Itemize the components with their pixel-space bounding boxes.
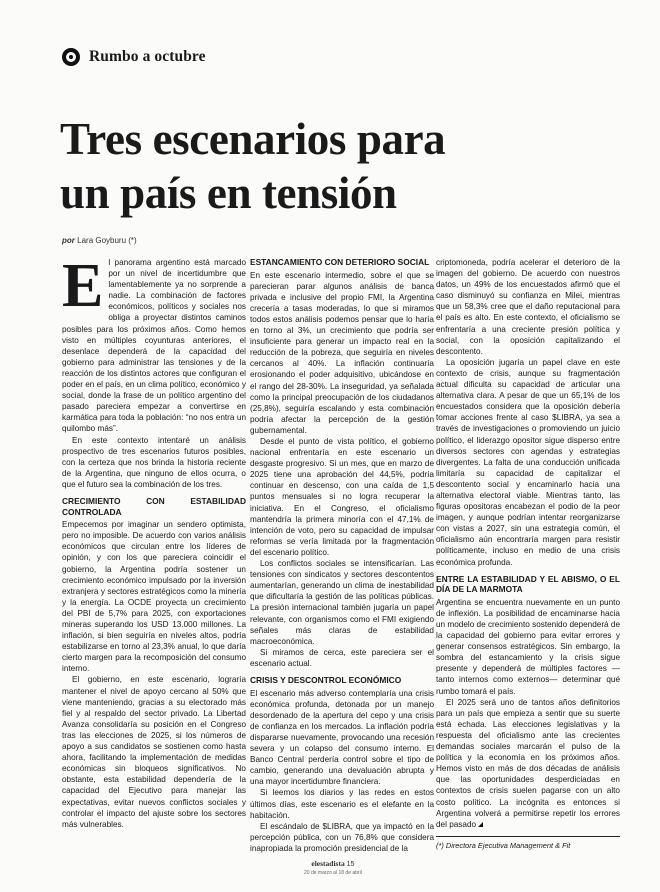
paragraph: criptomoneda, podría acelerar el deterioro de la imagen del gobierno. De acuerdo con nuestros datos, un 49% de los encuestados afirmó que el caso disminuyó su confianza en Milei, mientras que un 58,3% cree que el daño reputacional para el país es alto. En este contexto, el oficialismo se enfrentaría a una creciente presión política y social, con la oposición capitalizando el descontento. — [436, 258, 620, 356]
author-footnote: (*) Directora Ejecutiva Management & Fit — [436, 840, 571, 850]
headline-line-2: un país en tensión — [60, 168, 397, 218]
article-column-2 — [250, 257, 434, 854]
end-mark-icon — [478, 822, 483, 827]
paragraph: En este contexto intentaré un análisis prospectivo de tres escenarios futuros posibles, con la certeza que nos brinda la historia reciente de la Argentina, que ninguno de ellos ocurra, o que el futuro sea la combinación de los tres. — [62, 435, 246, 489]
byline-prefix: por — [62, 236, 75, 245]
byline — [62, 236, 137, 245]
issue-date: 20 de marzo al 18 de abril — [304, 870, 362, 876]
page-footer — [304, 860, 362, 877]
subheading: ESTANCAMIENTO CON DETERIORO SOCIAL — [250, 257, 430, 267]
article-column-3 — [436, 257, 620, 851]
lead-text: l panorama argentino está marcado por un nivel de incertidumbre que lamentablemente ya no sorprende a nadie. La combinación de factores económicos, políticos y sociales nos obliga a proyectar distintos caminos posibles para los próximos años. Como hemos visto en múltiples coyunturas anteriores, el desenlace dependerá de la capacidad del gobierno para administrar las tensiones y de la reacción de los distintos actores que configuran el poder en el país, en un clima político, económico y social, donde la frase de un político argentino del pasado pareciera empezar a convertirse en karmática para toda la población: “no nos entra un quilombo más”. — [62, 258, 246, 434]
paragraph: El gobierno, en este escenario, lograría mantener el nivel de apoyo cercano al 50% que viene manteniendo, gracias a su electorado más fiel y al respaldo del sector privado. La Libertad Avanza consolidaría su posición en el Congreso tras las elecciones de 2025, si los números de apoyo a sus candidatos se sostienen como hasta ahora, facilitando la implementación de medidas económicas sin bloqueos significativos. No obstante, esta estabilidad dependería de la capacidad del Ejecutivo para manejar las expectativas, evitar nuevos conflictos sociales y controlar el impacto del ajuste sobre los sectores más vulnerables. — [62, 675, 246, 829]
paragraph: La oposición jugaría un papel clave en este contexto de crisis, aunque su fragmentación actual dificulta su capacidad de articular una alternativa clara. A pesar de que un 65,1% de los encuestados considera que la oposición debería tomar acciones frente al caso $LIBRA, ya sea a través de investigaciones o promoviendo un juicio político, el liderazgo opositor sigue disperso entre diversos sectores con agendas y estrategias divergentes. La falta de una conducción unificada limitaría su capacidad de capitalizar el descontento social y encaminarlo hacia una alternativa electoral viable. Mientras tanto, las figuras opositoras encabezan el podio de la peor imagen, y aunque podrían intentar reorganizarse con vistas a 2027, sin una estrategia común, el oficialismo aún encontraría margen para resistir políticamente, incluso en medio de una crisis económica profunda. — [436, 357, 620, 567]
paragraph: El escándalo de $LIBRA, que ya impactó en la percepción pública, con un 76,8% que considera inapropiada la promoción presidencial de la — [250, 821, 434, 853]
byline-author: Lara Goyburu (*) — [77, 236, 137, 245]
paragraph: Si leemos los diarios y las redes en estos últimos días, este escenario es el elefante en la habitación. — [250, 788, 434, 820]
target-icon — [62, 48, 80, 66]
subheading: CRECIMIENTO CON ESTABILIDAD CONTROLADA — [62, 495, 246, 517]
closing-text: El 2025 será uno de tantos años definitorios para un país que empieza a sentir que su suerte está echada. Las elecciones legislativas y la respuesta del oficialismo ante las crecientes demandas sociales marcarán el pulso de la política y la economía en los próximos años. Hemos visto en más de dos décadas de análisis que las oportunidades desperdiciadas en contextos de crisis suelen pagarse con un alto costo político. La incógnita es entonces si Argentina volverá a permitirse repetir los errores del pasado — [436, 697, 620, 829]
paragraph — [436, 697, 620, 830]
brand-name: elestadista — [311, 859, 345, 868]
article-column-1 — [62, 252, 246, 830]
paragraph — [62, 252, 246, 435]
headline-line-1: Tres escenarios para — [60, 114, 446, 164]
section-label: Rumbo a octubre — [89, 48, 206, 65]
divider — [436, 836, 620, 837]
subheading: CRISIS Y DESCONTROL ECONÓMICO — [250, 674, 402, 685]
subheading: ENTRE LA ESTABILIDAD Y EL ABISMO, O EL DÍA DE LA MARMOTA — [436, 573, 620, 595]
paragraph: En este escenario intermedio, sobre el que se parecieran parar algunos análisis de banca privada e inclusive del propio FMI, la Argentina crecería a tasas moderadas, lo que si miramos todos estos análisis podemos pensar que lo haría en torno al 3%, un crecimiento que podría ser insuficiente para generar un impacto real en la reducción de la pobreza, que seguiría en niveles cercanos al 40%. La inflación continuaría erosionando el poder adquisitivo, ubicándose en el rango del 28-30%. La inseguridad, ya señalada como la principal preocupación de los ciudadanos (25,8%), seguiría escalando y esta combinación podría afectar la percepción de la gestión gubernamental. — [250, 270, 434, 435]
section-header — [62, 48, 206, 66]
page-number: 15 — [346, 861, 355, 868]
headline — [60, 112, 620, 220]
drop-cap: E — [62, 252, 104, 320]
paragraph: Los conflictos sociales se intensificarían. Las tensiones con sindicatos y sectores descontentos aumentarían, generando un clima de inestabilidad que dificultaría la gestión de las políticas públicas. La presión internacional también jugaría un papel relevante, con organismos como el FMI exigiendo señales más claras de estabilidad macroeconómica. — [250, 559, 434, 646]
paragraph: Argentina se encuentra nuevamente en un punto de inflexión. La posibilidad de encaminarse hacia un modelo de crecimiento sostenido dependerá de la capacidad del gobierno para evitar errores y generar consensos estratégicos. Sin embargo, la sombra del estancamiento y la crisis sigue presente y dependerá de múltiples factores —tanto internos como externos— determinar qué rumbo tomará el país. — [436, 597, 620, 696]
paragraph: El escenario más adverso contemplaría una crisis económica profunda, detonada por un manejo desordenado de la apertura del cepo y una crisis de confianza en los mercados. La inflación podría dispararse nuevamente, provocando una recesión severa y un colapso del consumo interno. El Banco Central perdería control sobre el tipo de cambio, generando una devaluación abrupta y una mayor incertidumbre financiera. — [250, 688, 434, 787]
paragraph: Desde el punto de vista político, el gobierno nacional enfrentaría en este escenario un desgaste progresivo. Si un mes, que en marzo de 2025 tiene una aprobación del 44,5%, podría continuar en descenso, con una caída de 1,5 puntos mensuales si no logra recuperar la iniciativa. En el Congreso, el oficialismo mantendría la primera minoría con el 47,1% de intención de voto, pero su capacidad de impulsar reformas se vería limitada por la fragmentación del escenario político. — [250, 437, 434, 557]
paragraph: Si miramos de cerca, este pareciera ser el escenario actual. — [250, 647, 434, 668]
paragraph: Empecemos por imaginar un sendero optimista, pero no imposible. De acuerdo con varios análisis económicos que circulan entre los líderes de opinión, y con los que pareciera coincidir el gobierno, la Argentina podría sostener un crecimiento económico impulsado por la inversión extranjera y sectores estratégicos como la minería y la energía. La OCDE proyecta un crecimiento del PBI de 5,7% para 2025, con exportaciones mineras superando los USD 13.000 millones. La inflación, si bien seguiría en niveles altos, podría estabilizarse en torno al 23,3% anual, lo que daría cierto margen para la recomposición del consumo interno. — [62, 520, 246, 674]
